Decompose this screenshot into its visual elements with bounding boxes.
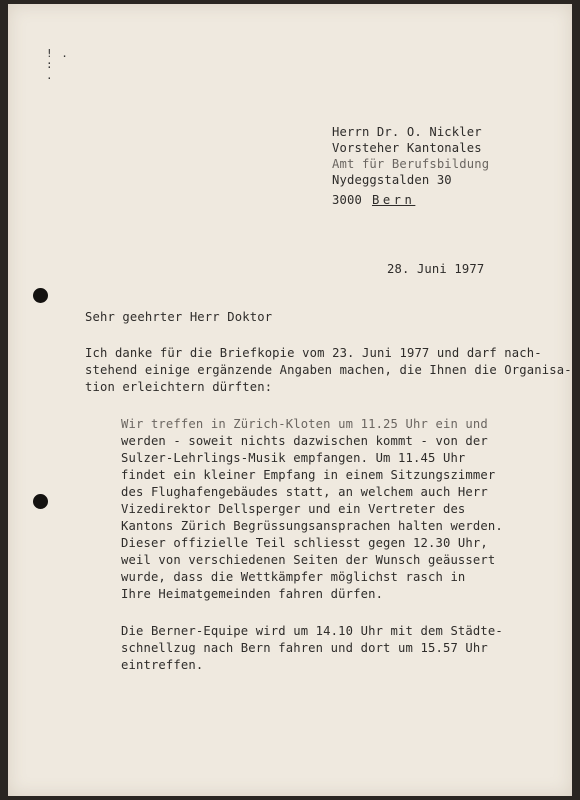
address-line-3: Amt für Berufsbildung bbox=[332, 157, 490, 171]
punch-hole-bottom bbox=[33, 494, 48, 509]
address-city: Bern bbox=[372, 193, 416, 207]
schedule-line: Dieser offizielle Teil schliesst gegen 12.30 Uhr, bbox=[121, 536, 488, 550]
travel-line: eintreffen. bbox=[121, 658, 204, 672]
intro-line: Ich danke für die Briefkopie vom 23. Juni 1977 und darf nach- bbox=[85, 346, 542, 360]
letter-date: 28. Juni 1977 bbox=[387, 262, 485, 276]
salutation: Sehr geehrter Herr Doktor bbox=[85, 310, 273, 324]
schedule-line: Wir treffen in Zürich-Kloten um 11.25 Uhr ein und bbox=[121, 417, 488, 431]
margin-marks: ! . : . bbox=[46, 47, 69, 82]
schedule-line: wurde, dass die Wettkämpfer möglichst rasch in bbox=[121, 570, 466, 584]
intro-line: tion erleichtern dürften: bbox=[85, 380, 273, 394]
travel-line: Die Berner-Equipe wird um 14.10 Uhr mit dem Städte- bbox=[121, 624, 503, 638]
schedule-line: Kantons Zürich Begrüssungsansprachen halten werden. bbox=[121, 519, 503, 533]
intro-line: stehend einige ergänzende Angaben machen, die Ihnen die Organisa- bbox=[85, 363, 572, 377]
address-line-4: Nydeggstalden 30 bbox=[332, 173, 452, 187]
schedule-line: findet ein kleiner Empfang in einem Sitzungszimmer bbox=[121, 468, 496, 482]
punch-hole-top bbox=[33, 288, 48, 303]
travel-line: schnellzug nach Bern fahren und dort um 15.57 Uhr bbox=[121, 641, 488, 655]
schedule-line: Ihre Heimatgemeinden fahren dürfen. bbox=[121, 587, 384, 601]
address-line-2: Vorsteher Kantonales bbox=[332, 141, 482, 155]
letter-page bbox=[8, 4, 572, 796]
schedule-line: Sulzer-Lehrlings-Musik empfangen. Um 11.45 Uhr bbox=[121, 451, 466, 465]
schedule-line: werden - soweit nichts dazwischen kommt - von der bbox=[121, 434, 488, 448]
schedule-line: des Flughafengebäudes statt, an welchem auch Herr bbox=[121, 485, 488, 499]
address-line-1: Herrn Dr. O. Nickler bbox=[332, 125, 482, 139]
schedule-line: weil von verschiedenen Seiten der Wunsch geäussert bbox=[121, 553, 496, 567]
schedule-line: Vizedirektor Dellsperger und ein Vertreter des bbox=[121, 502, 466, 516]
address-postcode: 3000 bbox=[332, 193, 362, 207]
